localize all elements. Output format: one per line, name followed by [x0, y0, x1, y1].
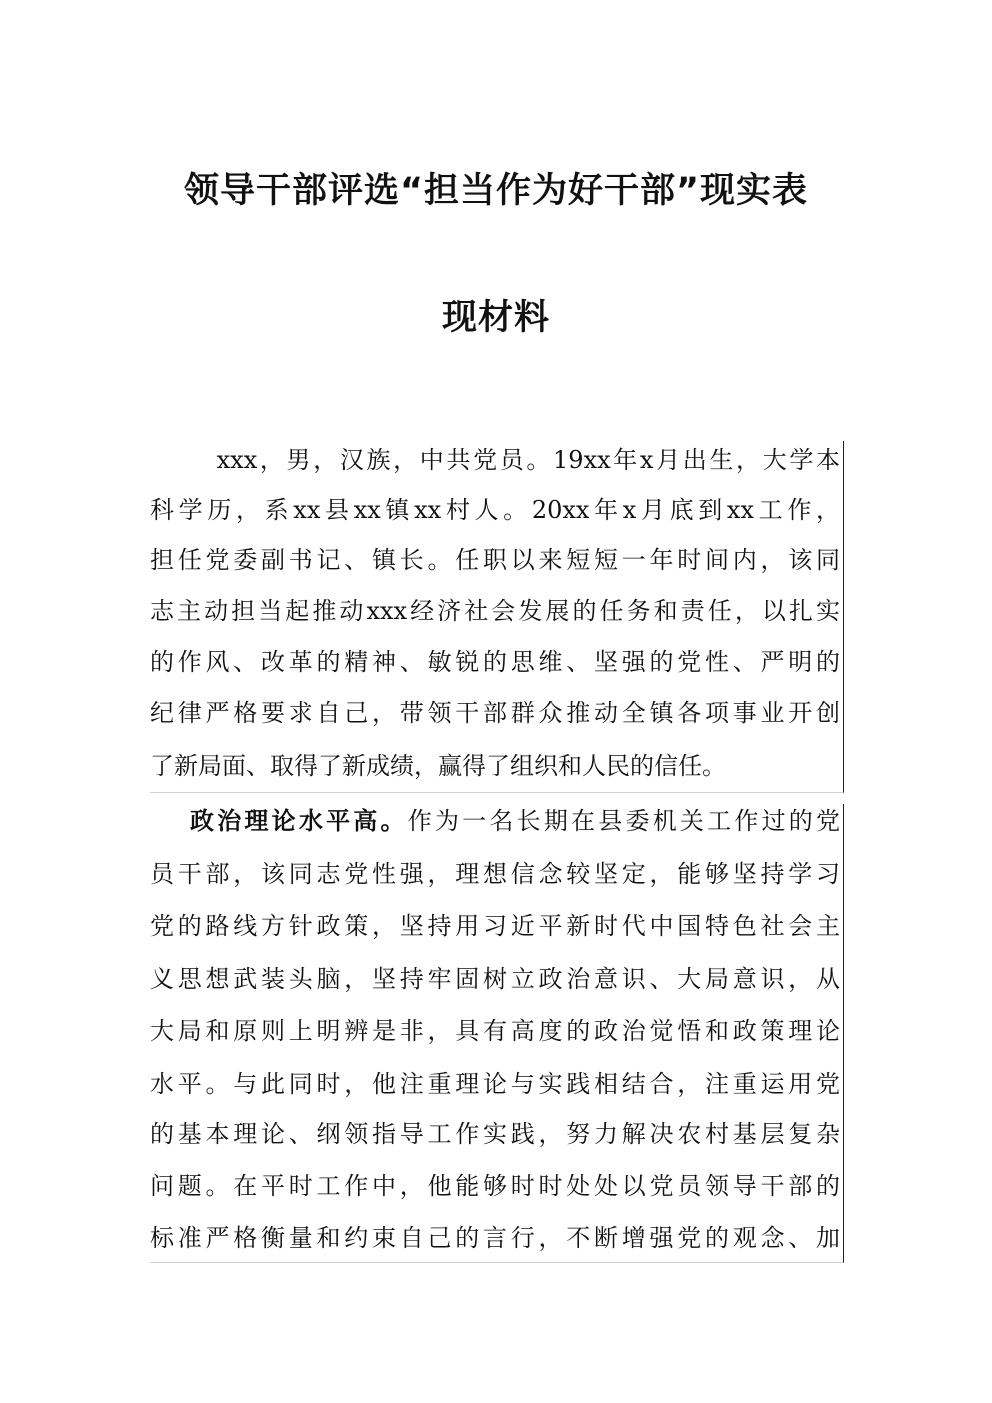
paragraph-1-line: 科学历，系xx县xx镇xx村人。20xx年x月底到xx工作，: [150, 496, 840, 524]
paragraph-2-first-line: [150, 806, 840, 836]
paragraph-2-line: 水平。与此同时，他注重理论与实践相结合，注重运用党: [150, 1070, 840, 1098]
document-title-line-2: 现材料: [441, 298, 550, 338]
paragraph-1-line: 志主动担当起推动xxx经济社会发展的任务和责任，以扎实: [150, 597, 840, 625]
paragraph-2-line: 的基本理论、纲领指导工作实践，努力解决农村基层复杂: [150, 1120, 840, 1148]
paragraph-2-line: 大局和原则上明辨是非，具有高度的政治觉悟和政策理论: [150, 1017, 840, 1045]
paragraph-2-line: 党的路线方针政策，坚持用习近平新时代中国特色社会主: [150, 912, 840, 940]
paragraph-1-line: 担任党委副书记、镇长。任职以来短短一年时间内，该同: [150, 546, 840, 574]
paragraph-1-line: xxx，男，汉族，中共党员。19xx年x月出生，大学本: [190, 446, 840, 474]
paragraph-1-line: 纪律严格要求自己，带领干部群众推动全镇各项事业开创: [150, 699, 840, 727]
paragraph-2-line: 问题。在平时工作中，他能够时时处处以党员领导干部的: [150, 1172, 840, 1200]
paragraph-1: [150, 441, 844, 793]
paragraph-2-line: 员干部，该同志党性强，理想信念较坚定，能够坚持学习: [150, 860, 840, 888]
paragraph-1-line: 的作风、改革的精神、敏锐的思维、坚强的党性、严明的: [150, 648, 840, 676]
paragraph-2-lead-heading: 政治理论水平高。: [190, 807, 408, 835]
paragraph-1-line: 了新局面、取得了新成绩，赢得了组织和人民的信任。: [150, 752, 726, 780]
document-title-line-1: 领导干部评选“担当作为好干部”现实表: [183, 171, 808, 211]
paragraph-2-first-line-text: 作为一名长期在县委机关工作过的党: [407, 807, 840, 835]
paragraph-2-line: 义思想武装头脑，坚持牢固树立政治意识、大局意识，从: [150, 965, 840, 993]
paragraph-2-line: 标准严格衡量和约束自己的言行，不断增强党的观念、加: [150, 1224, 840, 1252]
paragraph-2: [150, 804, 844, 1263]
